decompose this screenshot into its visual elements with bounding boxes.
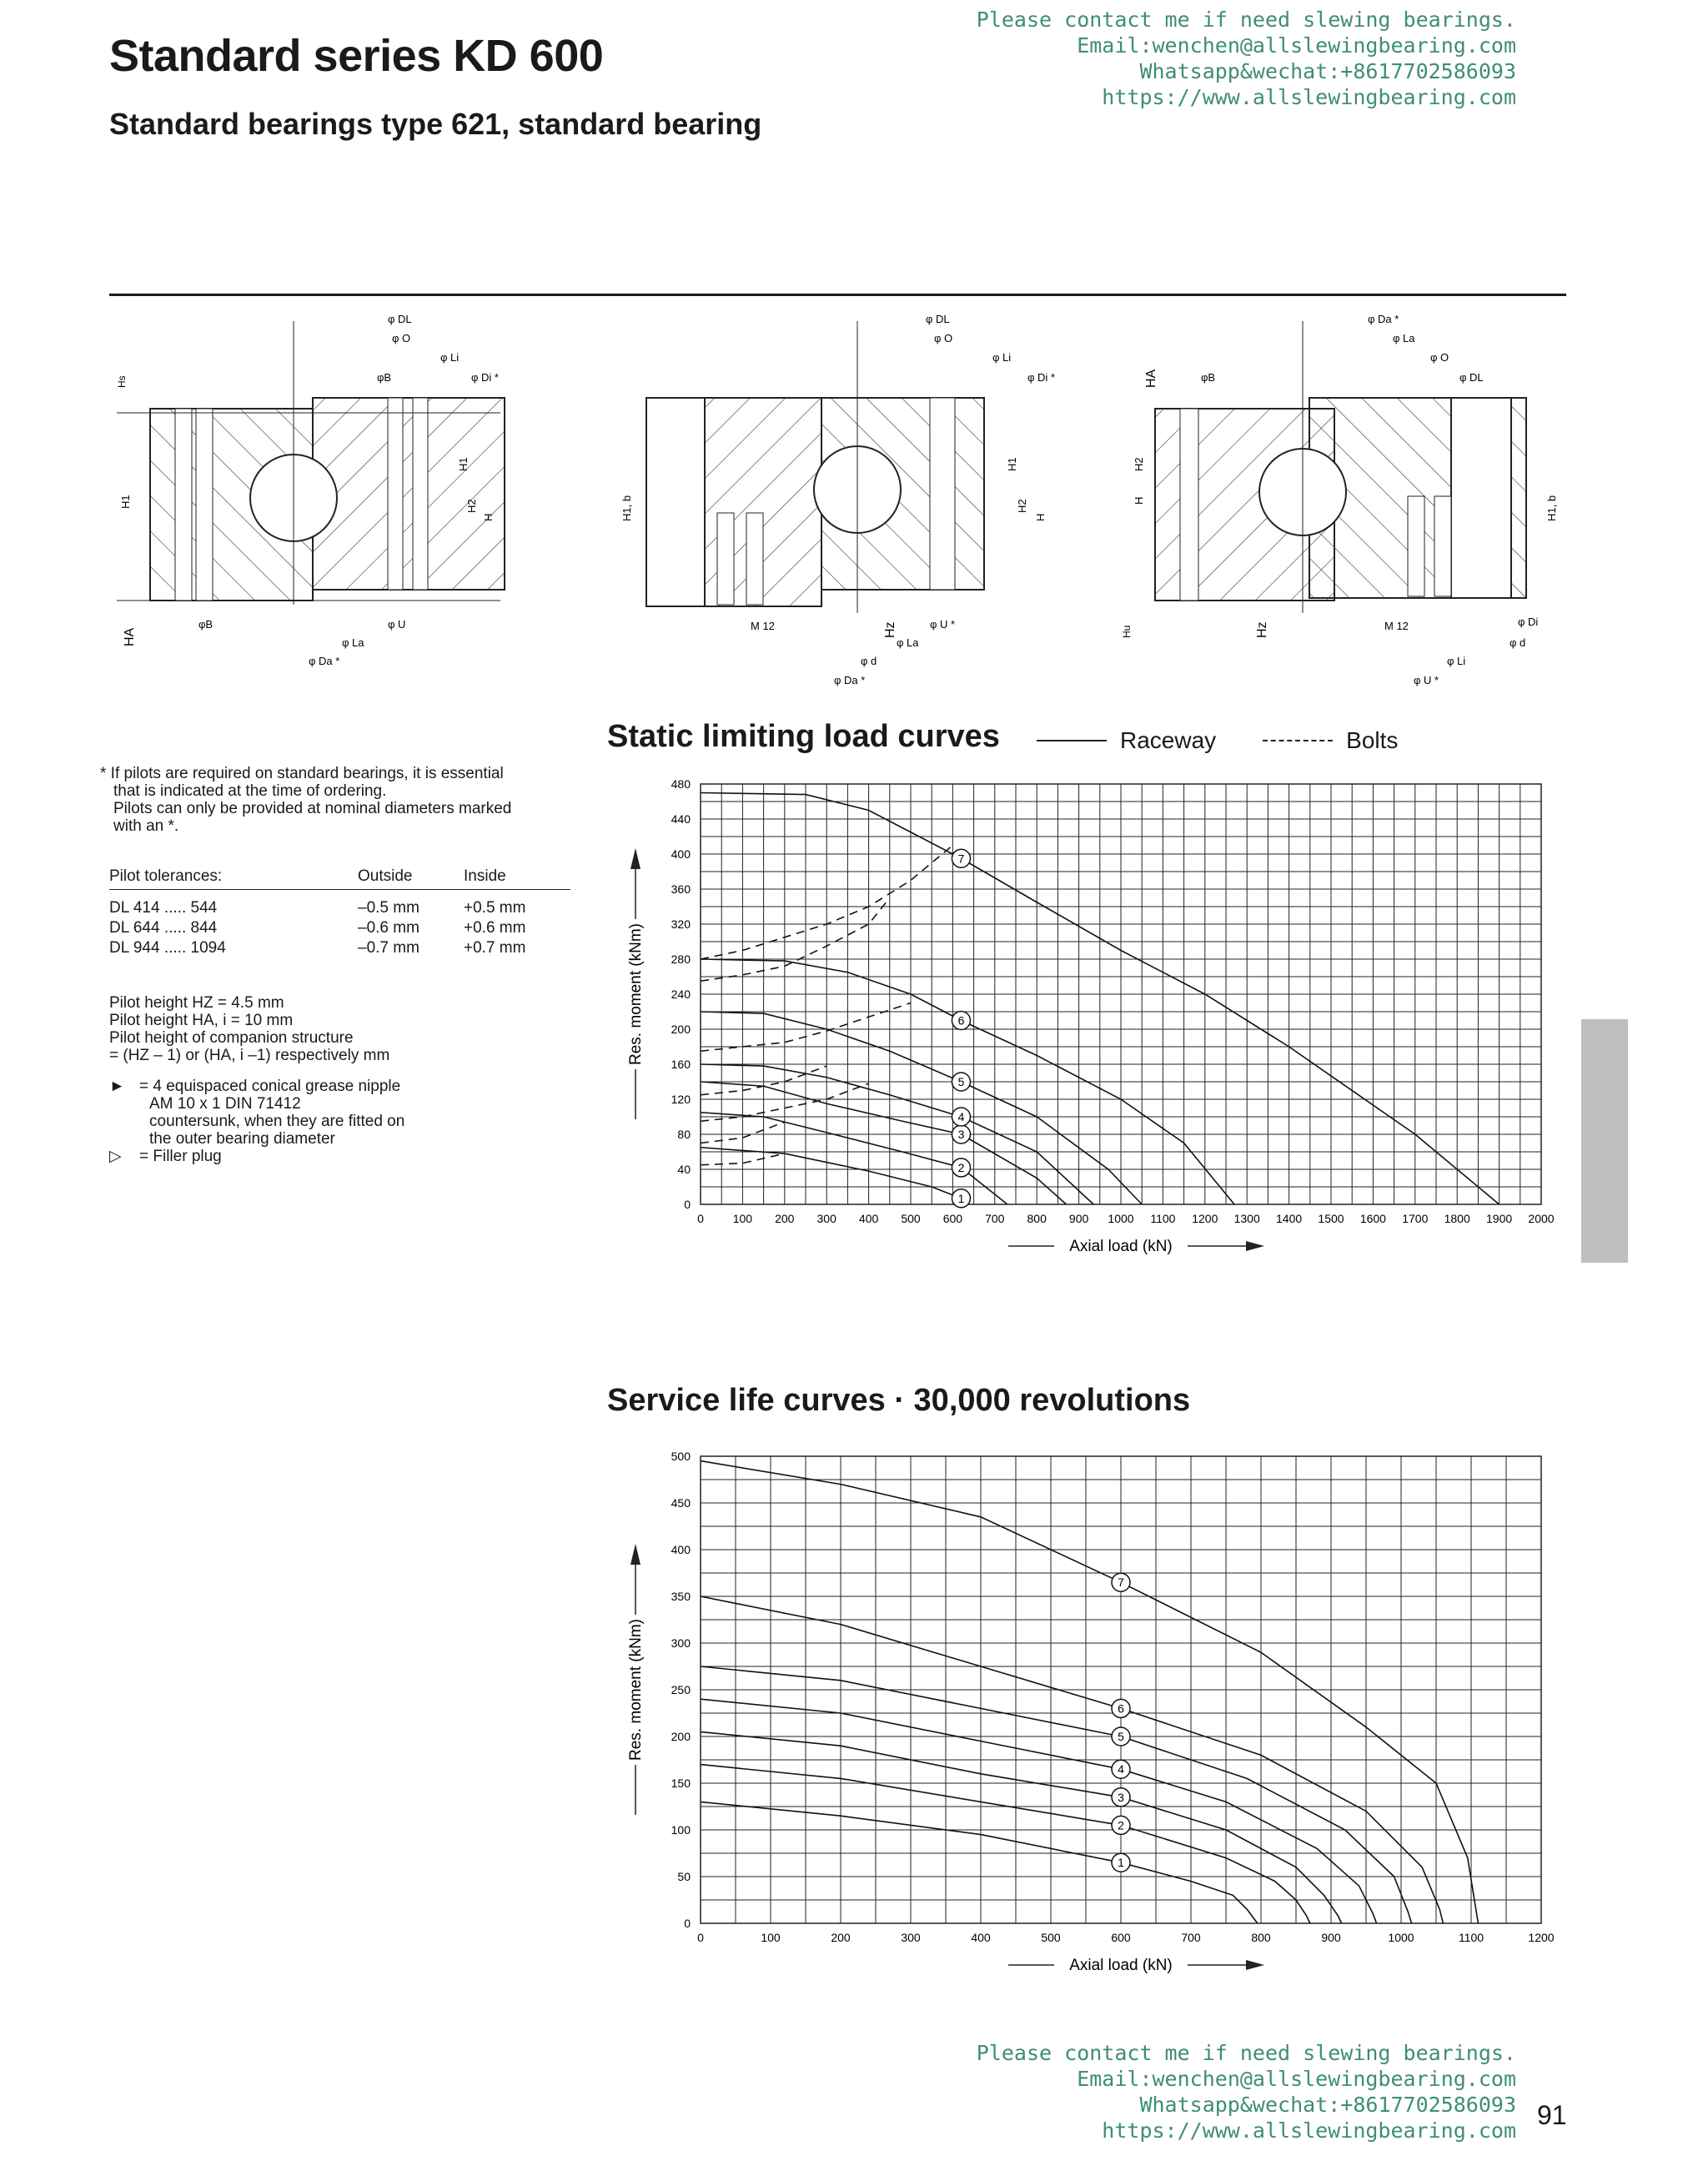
pilot-line: Pilot height HZ = 4.5 mm — [109, 994, 284, 1012]
label-ddi-3: φ Di — [1518, 616, 1539, 628]
label-la: φ La — [342, 636, 364, 649]
curve-label-1: 1 — [1118, 1856, 1124, 1870]
curve-label-2: 2 — [1118, 1818, 1124, 1832]
y-tick-label: 120 — [671, 1093, 691, 1106]
x-tick-label: 1200 — [1528, 1931, 1555, 1944]
static-chart-title: Static limiting load curves — [607, 719, 1000, 754]
y-tick-label: 200 — [671, 1023, 691, 1036]
x-axis-arrowhead — [1246, 1960, 1264, 1970]
static-load-chart — [617, 776, 1576, 1318]
pilot-heights — [109, 994, 389, 1064]
raceway-curve-3 — [701, 1082, 1066, 1204]
x-tick-label: 600 — [1111, 1931, 1131, 1944]
pilot-line: = (HZ – 1) or (HA, i –1) respectively mm — [109, 1047, 390, 1064]
y-axis-arrowhead — [630, 848, 640, 869]
contact-block-bottom — [882, 2040, 1516, 2143]
x-tick-label: 800 — [1251, 1931, 1271, 1944]
x-tick-label: 200 — [775, 1212, 795, 1225]
raceway-curve-5 — [701, 1666, 1412, 1923]
label-da: φ Da * — [309, 655, 340, 667]
x-tick-label: 0 — [697, 1212, 704, 1225]
x-tick-label: 200 — [831, 1931, 851, 1944]
y-axis-label: Res. moment (kNm) — [627, 923, 645, 1065]
label-m12-3: M 12 — [1384, 620, 1409, 632]
label-o-3: φ O — [1430, 351, 1449, 364]
bolts-swatch — [1263, 740, 1333, 741]
contact-block-top — [882, 7, 1516, 110]
y-tick-label: 250 — [671, 1683, 691, 1696]
pilot-line: Pilot height HA, i = 10 mm — [109, 1012, 294, 1029]
table-cell: +0.7 mm — [464, 939, 526, 957]
curve-label-5: 5 — [957, 1075, 965, 1088]
y-tick-label: 40 — [677, 1163, 691, 1176]
y-tick-label: 480 — [671, 777, 691, 791]
contact-url: https://www.allslewingbearing.com — [1102, 2118, 1516, 2143]
contact-phone: Whatsapp&wechat:+8617702586093 — [1139, 59, 1516, 83]
bolts-curve-6 — [701, 898, 890, 982]
y-tick-label: 0 — [684, 1917, 691, 1930]
legend-bolts: Bolts — [1346, 727, 1399, 753]
label-h-3: H — [1133, 496, 1145, 505]
contact-line: Please contact me if need slewing bearings. — [976, 2041, 1516, 2065]
raceway-curve-1 — [701, 1802, 1258, 1923]
symbol-text: countersunk, when they are fitted on — [149, 1113, 405, 1130]
table-cell: +0.6 mm — [464, 919, 526, 937]
label-ustar-3: φ U * — [1414, 674, 1439, 686]
x-tick-label: 800 — [1027, 1212, 1047, 1225]
x-tick-label: 0 — [697, 1931, 704, 1944]
column-header: Inside — [464, 867, 506, 885]
x-tick-label: 400 — [858, 1212, 879, 1225]
label-m12-2: M 12 — [751, 620, 775, 632]
label-hu-3: Hu — [1121, 625, 1133, 638]
y-tick-label: 160 — [671, 1058, 691, 1071]
x-tick-label: 300 — [901, 1931, 921, 1944]
pilot-line: Pilot height of companion structure — [109, 1029, 354, 1047]
x-tick-label: 2000 — [1528, 1212, 1555, 1225]
symbol-text: = 4 equispaced conical grease nipple — [139, 1078, 401, 1095]
table-row — [109, 938, 570, 958]
table-cell: +0.5 mm — [464, 899, 526, 917]
raceway-curve-3 — [701, 1731, 1342, 1923]
y-tick-label: 450 — [671, 1496, 691, 1510]
y-tick-label: 0 — [684, 1198, 691, 1211]
curve-label-6: 6 — [1118, 1701, 1124, 1716]
note-line: Pilots can only be provided at nominal diameters marked — [113, 800, 512, 817]
y-tick-label: 350 — [671, 1590, 691, 1603]
x-axis-label: Axial load (kN) — [1069, 1957, 1173, 1974]
symbol-text: AM 10 x 1 DIN 71412 — [149, 1095, 301, 1113]
table-row — [109, 918, 570, 938]
label-o-2: φ O — [934, 332, 953, 344]
page-subtitle: Standard bearings type 621, standard bearing — [109, 107, 762, 141]
y-tick-label: 440 — [671, 812, 691, 826]
contact-url: https://www.allslewingbearing.com — [1102, 85, 1516, 109]
pilot-footnote — [100, 765, 567, 835]
curve-label-7: 7 — [957, 852, 965, 866]
cross-section-drawings — [100, 304, 1576, 696]
y-tick-label: 300 — [671, 1636, 691, 1650]
label-o: φ O — [392, 332, 411, 344]
label-ustar-2: φ U * — [930, 618, 956, 631]
contact-line: Please contact me if need slewing bearings. — [976, 8, 1516, 32]
note-line: * If pilots are required on standard bearings, it is essential — [100, 765, 504, 782]
symbol-text: the outer bearing diameter — [149, 1130, 335, 1148]
label-ha-3: HA — [1144, 369, 1158, 388]
label-h1b-3: H1, b — [1545, 495, 1558, 521]
label-la-3: φ La — [1393, 332, 1415, 344]
table-row — [109, 898, 570, 918]
label-h1b-2: H1, b — [620, 495, 633, 521]
x-tick-label: 1800 — [1444, 1212, 1470, 1225]
y-tick-label: 240 — [671, 988, 691, 1001]
note-line: that is indicated at the time of ordering. — [113, 782, 387, 800]
curve-label-4: 4 — [1118, 1762, 1124, 1777]
label-u: φ U — [388, 618, 406, 631]
label-di: φ Di * — [471, 371, 499, 384]
contact-email: Email:wenchen@allslewingbearing.com — [1077, 33, 1516, 58]
drawing-2 — [620, 313, 1055, 686]
x-tick-label: 700 — [1181, 1931, 1201, 1944]
x-tick-label: 1000 — [1388, 1931, 1414, 1944]
y-tick-label: 400 — [671, 847, 691, 861]
label-la-2: φ La — [897, 636, 919, 649]
label-dastar-3: φ Da * — [1368, 313, 1399, 325]
label-h1-right: H1 — [457, 457, 470, 471]
x-tick-label: 100 — [732, 1212, 753, 1225]
curve-label-1: 1 — [957, 1191, 965, 1205]
label-hz-3: Hz — [1255, 621, 1269, 638]
header-rule — [109, 294, 1566, 296]
y-tick-label: 50 — [677, 1870, 691, 1883]
pilot-tolerances-table — [109, 867, 570, 958]
table-cell: DL 944 ..... 1094 — [109, 939, 226, 957]
y-tick-label: 320 — [671, 917, 691, 931]
x-tick-label: 1900 — [1486, 1212, 1513, 1225]
x-tick-label: 300 — [816, 1212, 836, 1225]
service-life-chart — [617, 1443, 1576, 1985]
x-tick-label: 500 — [1041, 1931, 1061, 1944]
note-line: with an *. — [113, 817, 179, 835]
y-tick-label: 150 — [671, 1777, 691, 1790]
label-di-2: φ Di * — [1027, 371, 1055, 384]
x-tick-label: 1500 — [1318, 1212, 1344, 1225]
label-h2: H2 — [465, 499, 478, 513]
y-axis-arrowhead — [630, 1544, 640, 1565]
side-tab — [1581, 1019, 1628, 1263]
label-d-2: φ d — [861, 655, 877, 667]
grease-nipple-icon: ► — [109, 1078, 125, 1095]
label-d-3: φ d — [1510, 636, 1526, 649]
x-axis-label: Axial load (kN) — [1069, 1238, 1173, 1255]
x-tick-label: 1100 — [1150, 1212, 1176, 1225]
y-axis-label: Res. moment (kNm) — [627, 1619, 645, 1761]
drawing-3 — [1121, 313, 1558, 686]
table-cell: DL 644 ..... 844 — [109, 919, 218, 937]
y-tick-label: 100 — [671, 1823, 691, 1837]
y-tick-label: 80 — [677, 1128, 691, 1141]
label-h1-2: H1 — [1006, 457, 1018, 471]
y-tick-label: 200 — [671, 1730, 691, 1743]
curve-label-7: 7 — [1118, 1576, 1124, 1590]
x-tick-label: 1700 — [1402, 1212, 1429, 1225]
curve-label-3: 3 — [1118, 1790, 1124, 1804]
y-tick-label: 500 — [671, 1450, 691, 1463]
label-b-bottom: φB — [198, 618, 214, 631]
label-dl: φ DL — [388, 313, 412, 325]
contact-phone: Whatsapp&wechat:+8617702586093 — [1139, 2093, 1516, 2117]
label-b: φB — [377, 371, 392, 384]
label-dl-2: φ DL — [926, 313, 950, 325]
symbol-text: = Filler plug — [139, 1148, 222, 1165]
filler-plug-icon: ▷ — [109, 1148, 122, 1165]
legend-raceway: Raceway — [1120, 727, 1217, 753]
curve-label-4: 4 — [957, 1110, 965, 1123]
label-li-2: φ Li — [992, 351, 1012, 364]
y-tick-label: 360 — [671, 882, 691, 896]
raceway-curve-7 — [701, 1461, 1478, 1923]
table-header — [109, 867, 570, 890]
column-header: Outside — [358, 867, 413, 885]
x-tick-label: 100 — [761, 1931, 781, 1944]
label-h: H — [482, 513, 495, 521]
x-tick-label: 600 — [942, 1212, 963, 1225]
chart-legend — [1037, 727, 1398, 754]
page-number: 91 — [1537, 2100, 1567, 2130]
label-b-3: φB — [1201, 371, 1216, 384]
x-tick-label: 700 — [985, 1212, 1005, 1225]
x-tick-label: 1100 — [1458, 1931, 1484, 1944]
label-dl-3: φ DL — [1459, 371, 1484, 384]
label-h2-3: H2 — [1133, 457, 1145, 471]
curve-label-6: 6 — [957, 1013, 965, 1028]
x-tick-label: 900 — [1321, 1931, 1341, 1944]
table-cell: –0.5 mm — [358, 899, 419, 917]
x-tick-label: 500 — [901, 1212, 921, 1225]
curve-label-3: 3 — [957, 1128, 965, 1141]
curve-label-5: 5 — [1118, 1730, 1124, 1743]
y-tick-label: 280 — [671, 952, 691, 966]
x-tick-label: 900 — [1068, 1212, 1089, 1225]
raceway-curve-5 — [701, 1012, 1142, 1204]
table-cell: –0.7 mm — [358, 939, 419, 957]
label-h-2: H — [1034, 513, 1047, 521]
symbol-legend — [109, 1078, 404, 1165]
column-header: Pilot tolerances: — [109, 867, 223, 885]
page-title: Standard series KD 600 — [109, 31, 604, 81]
label-h2-2: H2 — [1016, 499, 1028, 513]
label-hs: Hs — [116, 375, 128, 388]
x-tick-label: 1000 — [1108, 1212, 1134, 1225]
life-chart-title: Service life curves · 30,000 revolutions — [607, 1383, 1191, 1418]
label-da-2: φ Da * — [834, 674, 866, 686]
label-hz-2: Hz — [883, 621, 897, 638]
table-cell: –0.6 mm — [358, 919, 419, 937]
x-tick-label: 1400 — [1276, 1212, 1303, 1225]
label-li: φ Li — [440, 351, 460, 364]
raceway-curve-2 — [701, 1765, 1310, 1923]
curve-label-2: 2 — [957, 1160, 965, 1174]
raceway-swatch — [1037, 740, 1107, 741]
label-h1: H1 — [119, 495, 132, 509]
contact-email: Email:wenchen@allslewingbearing.com — [1077, 2067, 1516, 2091]
x-tick-label: 1300 — [1233, 1212, 1260, 1225]
table-cell: DL 414 ..... 544 — [109, 899, 218, 917]
raceway-curve-1 — [701, 1148, 966, 1200]
x-tick-label: 400 — [971, 1931, 991, 1944]
x-tick-label: 1200 — [1192, 1212, 1218, 1225]
y-tick-label: 400 — [671, 1543, 691, 1556]
label-ha: HA — [123, 627, 137, 646]
label-li-3: φ Li — [1447, 655, 1466, 667]
drawing-1 — [116, 313, 505, 667]
x-tick-label: 1600 — [1359, 1212, 1386, 1225]
x-axis-arrowhead — [1246, 1241, 1264, 1251]
